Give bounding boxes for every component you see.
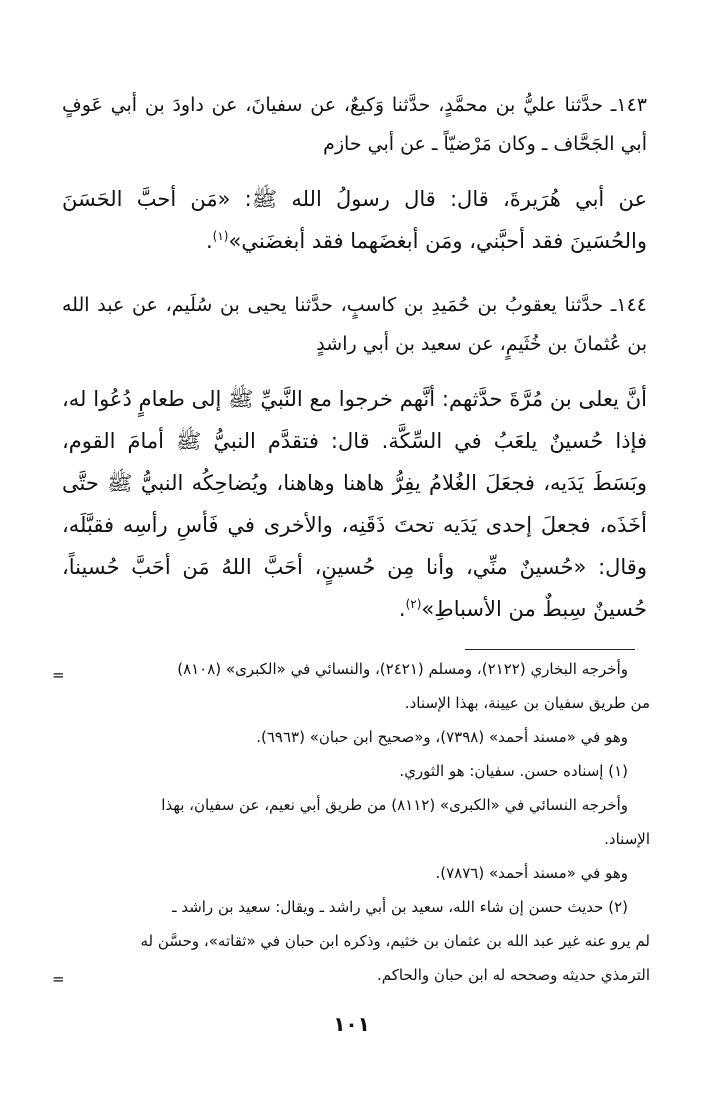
footnote-line: (١) إسناده حسن. سفيان: هو الثوري. — [399, 762, 628, 780]
footnotes — [62, 652, 650, 992]
hadith-144-chain — [62, 286, 647, 364]
footnote-ref-1: (١) — [212, 229, 229, 243]
footnote-line: الإسناد. — [604, 830, 650, 848]
footnote-line: وأخرجه النسائي في «الكبرى» (٨١١٢) من طريق أبي نعيم، عن سفيان، بهذا — [161, 796, 628, 814]
hadith-143-matn — [62, 178, 647, 262]
hadith-144-matn-text: أنَّ يعلى بن مُرَّةَ حدَّثهم: أنَّهم خرجوا مع النَّبيِّ ﷺ إلى طعامٍ دُعُوا له، فإذا حُسينٌ يلعَبُ في السِّكَّة. قال: فتقدَّم النبيُّ ﷺ أمامَ القوم، وبَسَطَ يَدَيه، فجعَلَ الغُلامُ يفِرُّ هاهنا وهاهنا، ويُضاحِكُه النبيُّ ﷺ حتَّى أخَذَه، فجعلَ إحدى يَدَيه تحتَ ذَقَنِه، والأخرى في فَأسِ رأسِه فقبَّلَه، وقال: «حُسينٌ منِّي، وأنا مِن حُسينٍ، أحَبَّ اللهُ مَن أحَبَّ حُسيناً، حُسينٌ سِبطٌ من الأسباطِ» — [62, 387, 647, 621]
footnote-line: (٢) حديث حسن إن شاء الله، سعيد بن أبي راشد ـ ويقال: سعيد بن راشد ـ — [172, 898, 628, 916]
sentence-end: . — [205, 229, 213, 253]
hadith-143-chain — [62, 86, 647, 164]
sentence-end: . — [398, 597, 406, 621]
footnote-line: وهو في «مسند أحمد» (٧٨٧٦). — [435, 864, 628, 882]
hadith-143-chain-text: ١٤٣ـ حدَّثنا عليُّ بن محمَّدٍ، حدَّثنا وَكيعٌ، عن سفيانَ، عن داودَ بن أبي عَوفٍ أبي الجَحَّاف ـ وكان مَرْضيّاً ـ عن أبي حازم — [62, 94, 647, 155]
hadith-143-matn-text: عن أبي هُرَيرةَ، قال: قال رسولُ الله ﷺ: «مَن أحبَّ الحَسَنَ والحُسَينَ فقد أحبَّني، ومَن أبغضَهما فقد أبغضَني» — [62, 187, 647, 253]
footnote-ref-2: (٢) — [405, 597, 422, 611]
hadith-144-matn — [62, 378, 647, 630]
footnote-line: لم يرو عنه غير عبد الله بن عثمان بن خثيم، وذكره ابن حبان في «ثقاته»، وحسَّن له — [140, 932, 650, 950]
footnote-line: وأخرجه البخاري (٢١٢٢)، ومسلم (٢٤٢١)، والنسائي في «الكبرى» (٨١٠٨) — [177, 660, 628, 678]
footnote-line: من طريق سفيان بن عيينة، بهذا الإسناد. — [404, 694, 650, 712]
continuation-marker-bottom: = — [52, 970, 65, 988]
continuation-marker-top: = — [52, 666, 65, 684]
footnote-separator — [465, 649, 635, 650]
page-number: ١٠١ — [333, 1012, 370, 1036]
hadith-144-chain-text: ١٤٤ـ حدَّثنا يعقوبُ بن حُمَيدِ بن كاسبٍ، حدَّثنا يحيى بن سُلَيم، عن عبد الله بن عُثمانَ بن خُثَيمٍ، عن سعيد بن أبي راشدٍ — [62, 294, 647, 355]
footnote-line: الترمذي حديثه وصححه له ابن حبان والحاكم. — [377, 966, 650, 984]
footnote-line: وهو في «مسند أحمد» (٧٣٩٨)، و«صحيح ابن حبان» (٦٩٦٣). — [256, 728, 628, 746]
